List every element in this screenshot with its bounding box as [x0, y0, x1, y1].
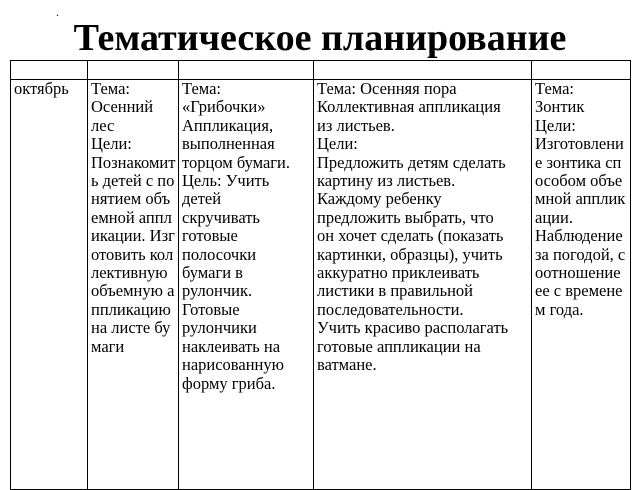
- week-3-text: Тема: Осенняя пора Коллективная аппликация из листьев. Цели: Предложить детям сделать картину из листьев. Каждому ребенку предложить выбрать, что он хочет сделать (показать картинки, образцы), учить аккуратно приклеивать листики в правильной последовательности. Учить красиво располагать готовые аппликации на ватмане.: [317, 79, 509, 375]
- cell-month: [11, 80, 88, 490]
- column-header-week-4: Неделя 4: [532, 61, 631, 80]
- week-2-text: Тема: «Грибочки» Аппликация, выполненная торцом бумаги. Цель: Учить детей скручивать готовые полосочки бумаги в рулончик. Готовые рулончики наклеивать на нарисованную форму гриба.: [182, 79, 290, 393]
- cell-week-1: [88, 80, 179, 490]
- decorative-dot: .: [56, 5, 59, 19]
- week-1-text: Тема: Осенний лес Цели: Познакомить детей с понятием объемной аппликации. Изготовить коллективную объемную аппликацию на листе бумаги: [91, 79, 176, 356]
- column-header-week-2: Неделя 2: [179, 61, 314, 80]
- cell-week-4: [532, 80, 631, 490]
- week-4-text: Тема: Зонтик Цели: Изготовление зонтика способом объемной аппликации. Наблюдение за погодой, соотношение ее с временем года.: [535, 79, 626, 319]
- planning-table: [10, 60, 631, 490]
- cell-week-3: [314, 80, 532, 490]
- column-header-week-1: Неделя 1: [88, 61, 179, 80]
- table-header-row: [11, 61, 631, 80]
- table-row: [11, 80, 631, 490]
- cell-week-2: [179, 80, 314, 490]
- column-header-week-3: Неделя 3: [314, 61, 532, 80]
- month-text: октябрь: [14, 79, 69, 98]
- column-header-month: Месяц: [11, 61, 88, 80]
- page-title: Тематическое планирование: [73, 17, 567, 59]
